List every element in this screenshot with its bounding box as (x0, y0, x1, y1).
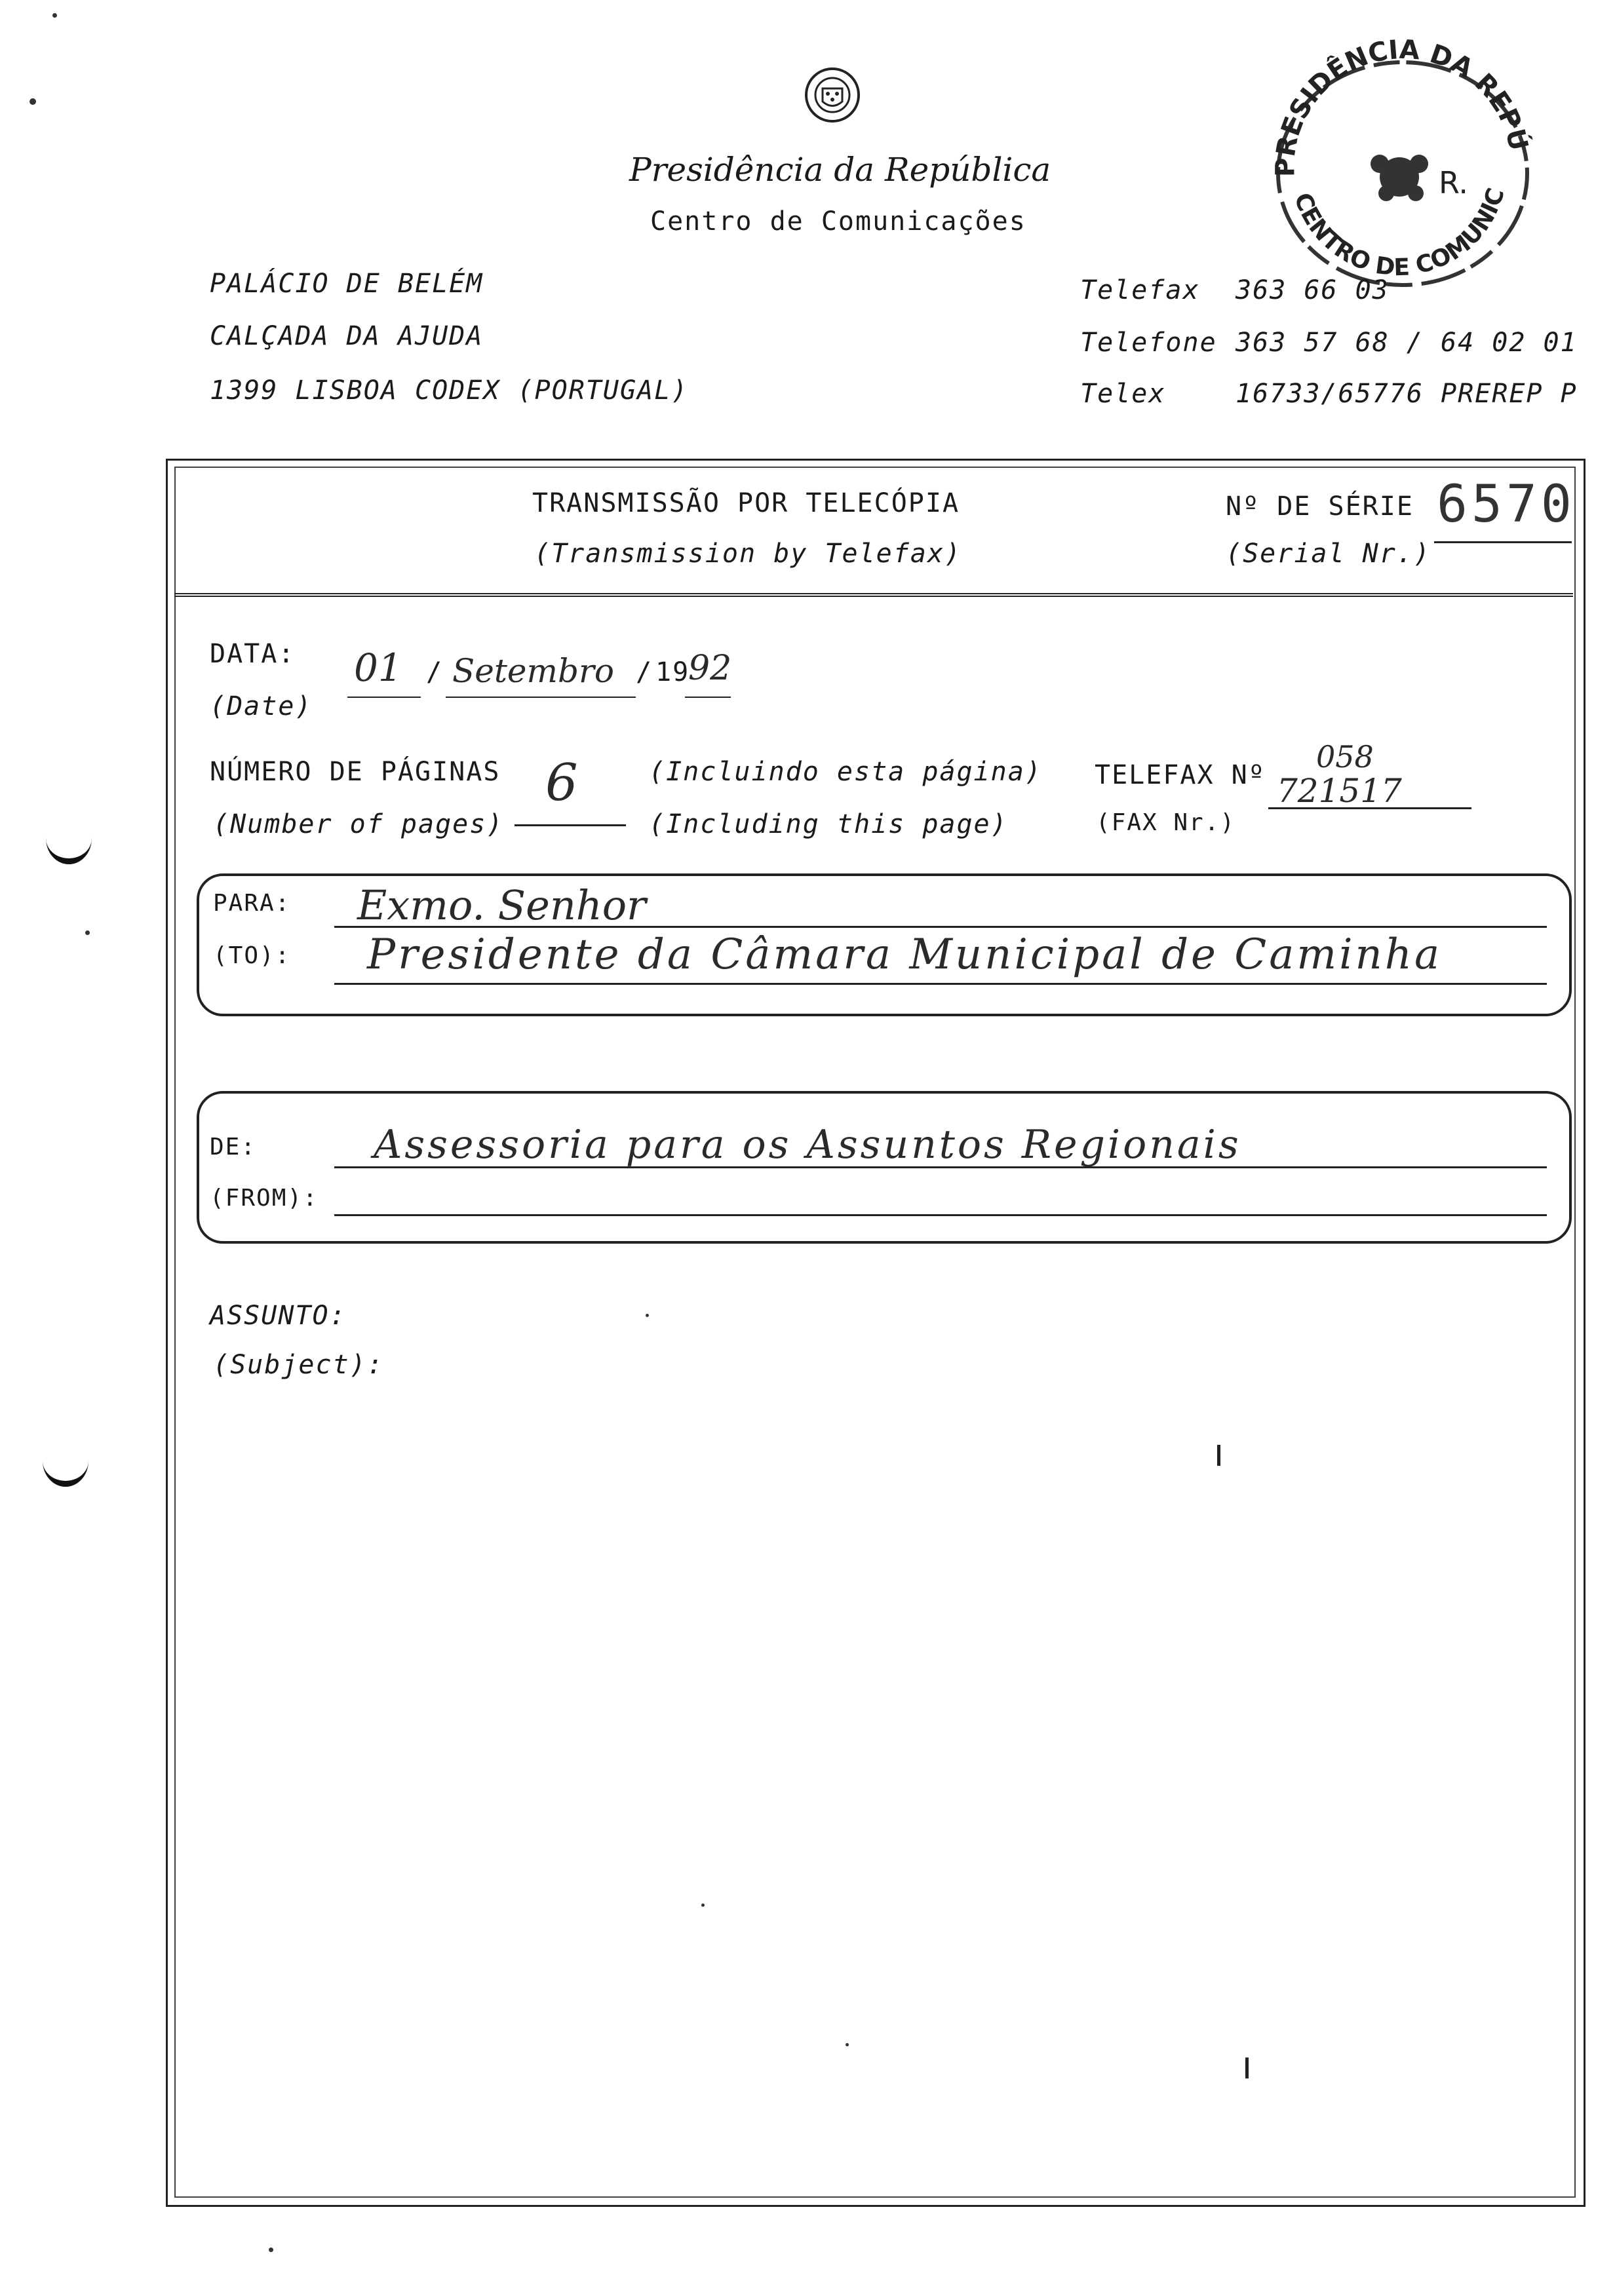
from-sublabel: (FROM): (210, 1185, 319, 1212)
serial-value: 6570 (1437, 475, 1576, 534)
contact-telefax-value: 363 66 03 (1236, 275, 1390, 305)
header-title: TRANSMISSÃO POR TELECÓPIA (532, 488, 960, 518)
binder-hole-mark-2 (43, 1435, 88, 1487)
to-line-1: Exmo. Senhor (357, 881, 646, 929)
contact-telex-value: 16733/65776 PREREP P (1236, 379, 1578, 409)
from-underline-2 (334, 1214, 1547, 1216)
crest-emblem (803, 66, 862, 124)
scan-speck (85, 930, 90, 935)
contact-telefone-label: Telefone (1080, 328, 1217, 358)
address-line-2: CALÇADA DA AJUDA (210, 321, 484, 351)
svg-text:PRESIDÊNCIA DA REPÚBLICA (1249, 26, 1535, 177)
contact-telex-label: Telex (1080, 379, 1166, 409)
address-line-3: 1399 LISBOA CODEX (PORTUGAL) (210, 375, 689, 406)
date-year-underline (685, 697, 731, 698)
scan-speck (269, 2248, 273, 2252)
scan-speck (701, 1904, 705, 1907)
subject-sublabel: (Subject): (213, 1350, 384, 1380)
from-underline-1 (334, 1166, 1547, 1168)
date-label: DATA: (210, 639, 296, 669)
pages-value: 6 (545, 754, 578, 813)
from-line-1: Assessoria para os Assuntos Regionais (374, 1122, 1241, 1168)
fax-underline (1268, 807, 1471, 809)
stamp-center: R. (1439, 165, 1468, 201)
header-subtitle: (Transmission by Telefax) (534, 539, 962, 569)
communications-stamp (1249, 26, 1550, 301)
date-sublabel: (Date) (210, 691, 313, 721)
serial-label: Nº DE SÉRIE (1226, 491, 1414, 522)
to-underline-2 (334, 983, 1547, 985)
binder-hole-mark-1 (46, 813, 92, 864)
form-frame-inner (174, 467, 1576, 2198)
letterhead-subtitle: Centro de Comunicações (650, 206, 1026, 237)
including-pt: (Incluindo esta página) (649, 757, 1042, 787)
to-label: PARA: (213, 890, 291, 917)
subject-label: ASSUNTO: (210, 1301, 347, 1331)
stamp-bottom-text: CENTRO DE COMUNIC (1289, 185, 1510, 282)
scan-mark (1217, 1445, 1220, 1466)
to-line-2: Presidente da Câmara Municipal de Caminha (367, 930, 1443, 979)
fax-label: TELEFAX Nº (1095, 760, 1266, 790)
date-month-underline (446, 697, 636, 698)
to-sublabel: (TO): (213, 942, 291, 969)
stamp-top-text: PRESIDÊNCIA DA REPÚ (1270, 34, 1534, 178)
to-underline-1 (334, 926, 1547, 928)
address-line-1: PALÁCIO DE BELÉM (210, 269, 484, 299)
fax-value-line1: 058 (1316, 739, 1374, 775)
date-month: Setembro (452, 652, 614, 690)
scan-mark (1245, 2057, 1249, 2078)
date-sep-1: / (426, 657, 444, 687)
scan-speck (646, 1314, 649, 1317)
fax-sublabel: (FAX Nr.) (1096, 809, 1236, 836)
scan-speck (29, 98, 36, 105)
fax-value-line2: 721517 (1277, 772, 1402, 810)
contact-telefax-label: Telefax (1080, 275, 1200, 305)
pages-label: NÚMERO DE PÁGINAS (210, 757, 501, 787)
date-sep-2: / (636, 657, 653, 687)
letterhead-title: Presidência da República (629, 151, 1051, 189)
date-day-underline (347, 697, 421, 698)
header-divider (174, 593, 1573, 597)
scan-speck (846, 2043, 849, 2046)
pages-underline (515, 824, 626, 826)
serial-sublabel: (Serial Nr.) (1226, 539, 1431, 569)
pages-sublabel: (Number of pages) (213, 809, 504, 839)
date-year-suffix: 92 (688, 649, 732, 688)
scan-speck (52, 13, 57, 18)
from-label: DE: (210, 1134, 257, 1160)
contact-telefone-value: 363 57 68 / 64 02 01 (1236, 328, 1578, 358)
date-year-prefix: 19 (655, 657, 690, 687)
serial-underline (1434, 541, 1572, 543)
including-en: (Including this page) (649, 809, 1008, 839)
date-day: 01 (354, 645, 402, 690)
